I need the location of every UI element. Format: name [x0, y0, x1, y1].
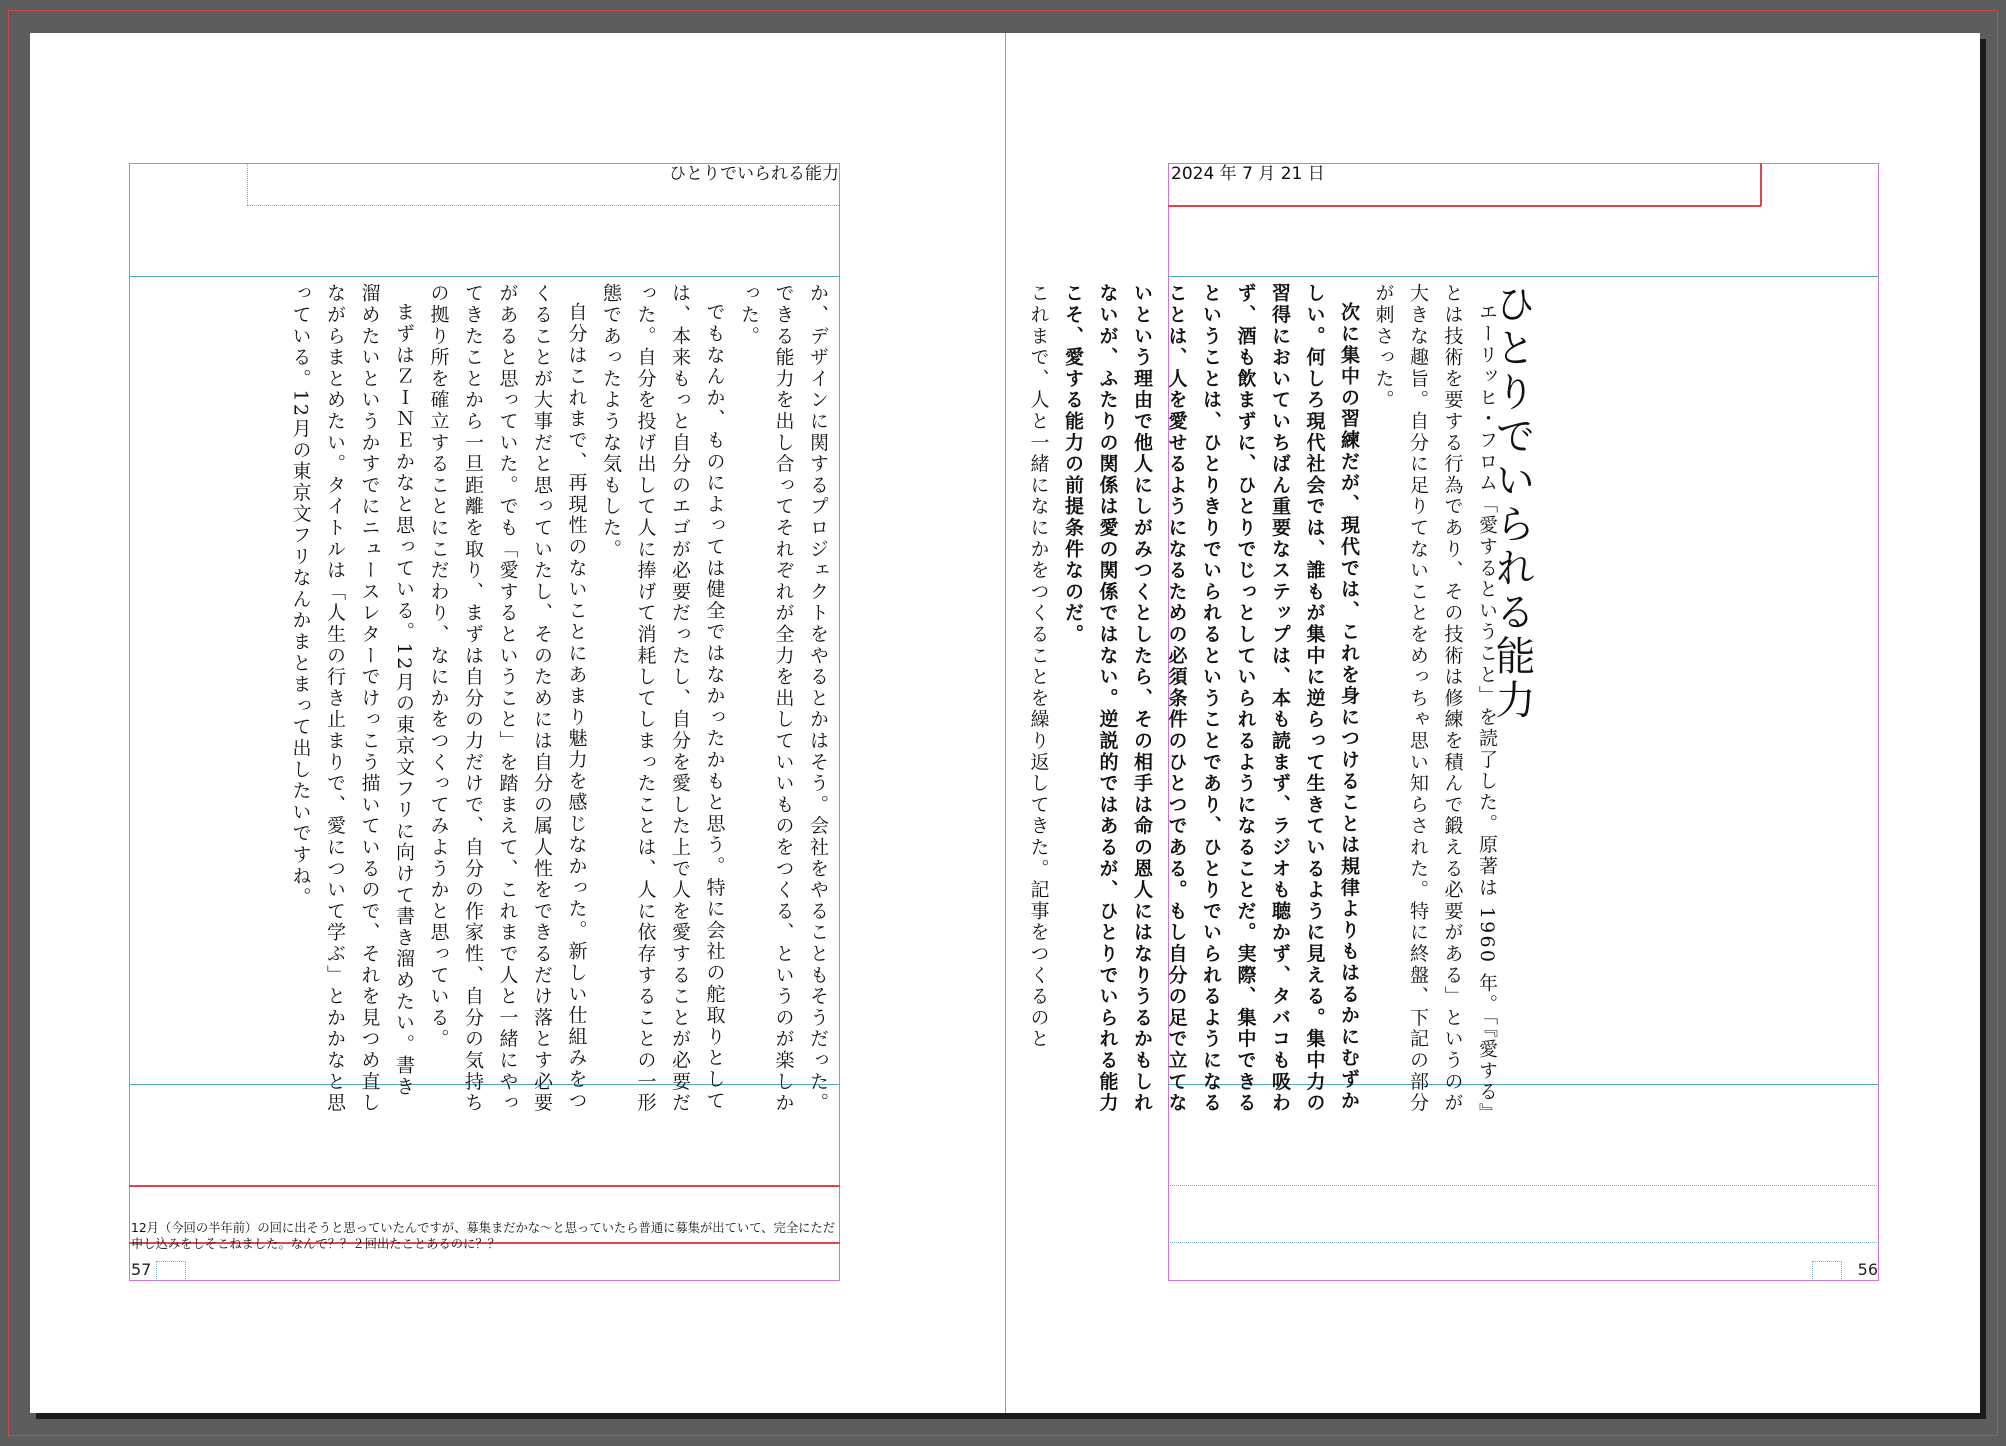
paragraph: これまで、人と一緒になにかをつくることを繰り返してきた。記事をつくるのと — [1027, 283, 1050, 1050]
paragraph: まずはＺＩＮＥかなと思っている。12月の東京文フリに向けて書き溜めたい。書き溜めたいというかすでにニュースレターでけっこう描いているので、それを見つめ直しながらまとめたい。タイトルは「人生の行き止まりで、愛について学ぶ」とかかなと思っている。12月の東京文フリなんかまとまって出したいですね。 — [289, 283, 415, 1114]
header-frame-left-guide — [247, 163, 248, 205]
folio-frame-left — [156, 1261, 186, 1281]
text-area-top-guide — [129, 276, 840, 277]
left-body-text — [133, 283, 835, 1118]
footnote-bottom-guide — [1168, 1242, 1879, 1243]
quote-block: 次に集中の習練だが、現代では、これを身につけることは規律よりもはるかにむずかしい。何しろ現代社会では、誰もが集中に逆らって生きているように見える。集中力の習得においていちばん重要なステップは、本も読まず、ラジオも聴かず、タバコも吸わず、酒も飲まずに、ひとりでじっとしていられるようになることだ。実際、集中できるということは、ひとりきりでいられるということであり、ひとりでいられるようになることは、人を愛せるようになるための必須条件のひとつである。もし自分の足で立てないという理由で他人にしがみつくとしたら、その相手は命の恩人にはなりうるかもしれないが、ふたりの関係は愛の関係ではない。逆説的ではあるが、ひとりでいられる能力こそ、愛する能力の前提条件なのだ。 — [1062, 283, 1360, 1114]
header-frame-right-guide — [1760, 163, 1762, 206]
running-head-left: ひとりでいられる能力 — [669, 164, 839, 184]
paragraph: 自分はこれまで、再現性のないことにあまり魅力を感じなかった。新しい仕組みをつくることが大事だと思っていたし、そのためには自分の属人性をできるだけ落とす必要があると思っていた。でも「愛するということ」を踏まえて、これまで人と一緒にやってきたことから一旦距離を取り、まずは自分の力だけで、自分の作家性、自分の気持ちの拠り所を確立することにこだわり、なにかをつくってみようかと思っている。 — [427, 283, 588, 1114]
running-head-right: 2024 年 7 月 21 日 — [1171, 164, 1325, 184]
page-number-left: 57 — [131, 1260, 152, 1279]
page-number-right: 56 — [1857, 1260, 1878, 1279]
footnote: 12月（今回の半年前）の回に出そうと思っていたんですが、募集まだかな〜と思っていたら普通に募集が出ていて、完全にただ申し込みをしそこねました。なんで？？２回出たことあるのに？？ — [131, 1221, 836, 1251]
intro-paragraph: エーリッヒ・フロム「愛するということ」を読了した。原著は 1960 年。「『愛する』とは技術を要する行為であり、その技術は修練を積んで鍛える必要がある」というのが大きな趣旨。自分に足りてないことをめっちゃ思い知らされた。特に終盤、下記の部分が刺さった。 — [1372, 283, 1498, 1115]
paragraph: でもなんか、ものによっては健全ではなかったかもと思う。特に会社の舵取りとしては、本来もっと自分のエゴが必要だったし、自分を愛した上で人を愛することが必要だった。自分を投げ出して人に捧げて消耗してしまったことは、人に依存することの一形態であったような気もした。 — [600, 283, 726, 1114]
right-body-text — [1027, 283, 1504, 1118]
folio-frame-right — [1812, 1261, 1842, 1281]
spine-divider — [1005, 33, 1006, 1413]
footnote-top-guide — [1168, 1185, 1879, 1186]
paragraph: か、デザインに関するプロジェクトをやるとかはそう。会社をやることもそうだった。できる能力を出し合ってそれぞれが全力を出していいものをつくる、というのが楽しかった。 — [738, 283, 829, 1114]
article-title: ひとりでいられる能力 — [1489, 283, 1535, 723]
footnote-top-guide — [129, 1185, 840, 1187]
header-frame-bottom-guide — [1168, 205, 1761, 207]
text-area-top-guide — [1168, 276, 1879, 277]
header-frame-bottom-guide — [247, 205, 839, 206]
